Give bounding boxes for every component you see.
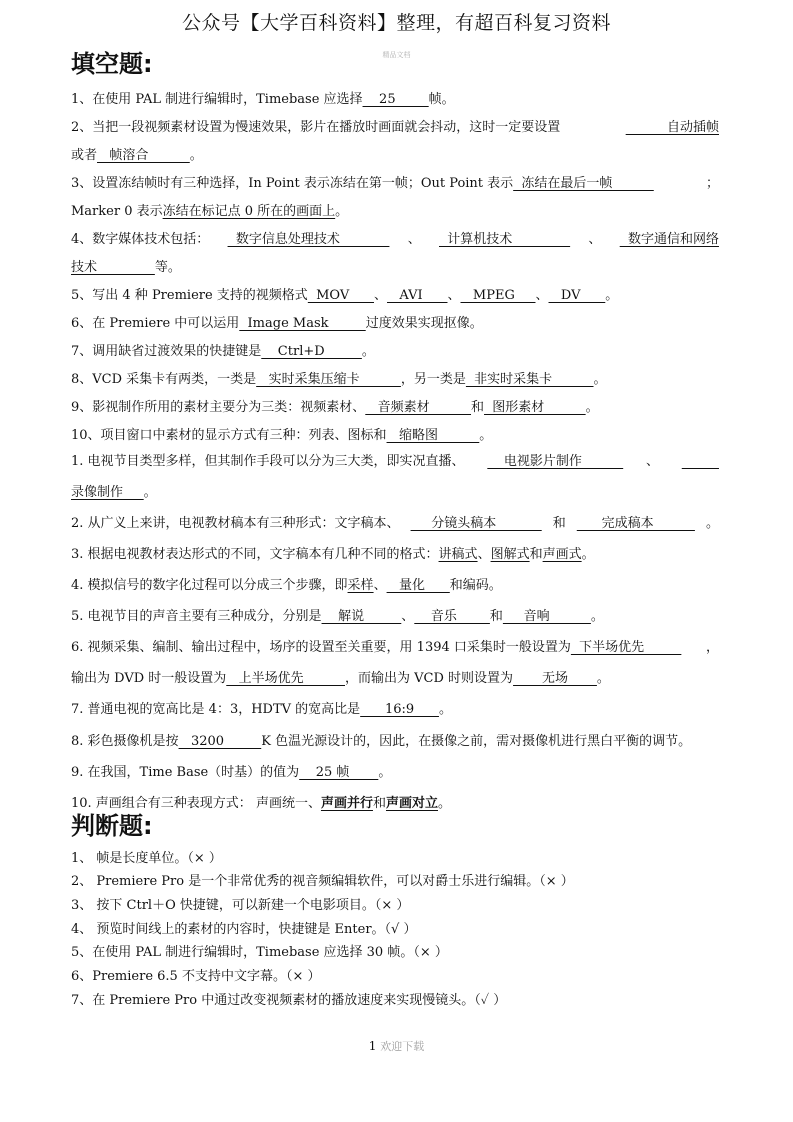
- fill2-question-8: 8. 彩色摄像机是按 3200 K 色温光源设计的，因此，在摄像之前，需对摄像机进行黑白平衡的调节。: [71, 734, 692, 749]
- fill2-question-5: 5. 电视节目的声音主要有三种成分，分别是 解说 、 音乐 和 音响 。: [71, 609, 604, 624]
- footer-note: 欢迎下载: [380, 1040, 425, 1053]
- document-header: 公众号【大学百科资料】整理，有超百科复习资料: [181, 12, 611, 34]
- fill2-question-6-cont: 输出为 DVD 时一般设置为 上半场优先 ，而输出为 VCD 时则设置为 无场 。: [71, 671, 610, 686]
- judge-item-1: 1、 帧是长度单位。（× ）: [71, 851, 222, 866]
- fill2-question-10: 10. 声画组合有三种表现方式： 声画统一、声画并行和声画对立。: [71, 796, 452, 811]
- fill2-question-1: 1. 电视节目类型多样，但其制作手段可以分为三大类，即实况直播、 电视影片制作 、: [71, 454, 659, 469]
- fill-question-4: 4、数字媒体技术包括： 数字信息处理技术 、 计算机技术 、 数字通信和网络: [71, 232, 719, 247]
- fill-question-3-cont: Marker 0 表示冻结在标记点 0 所在的画面上。: [71, 204, 349, 219]
- judge-item-5: 5、在使用 PAL 制进行编辑时，Timebase 应选择 30 帧。（× ）: [71, 945, 448, 960]
- fill-question-9: 9、影视制作所用的素材主要分为三类：视频素材、 音频素材 和 图形素材 。: [71, 400, 599, 415]
- fill-question-1: 1、在使用 PAL 制进行编辑时，Timebase 应选择 25 帧。: [71, 92, 455, 107]
- judge-item-6: 6、Premiere 6.5 不支持中文字幕。（× ）: [71, 969, 321, 984]
- fill-question-7: 7、调用缺省过渡效果的快捷键是 Ctrl+D 。: [71, 344, 375, 359]
- fill-question-4-cont: 技术 等。: [71, 260, 181, 275]
- fill2-question-4: 4. 模拟信号的数字化过程可以分成三个步骤，即采样、 量化 和编码。: [71, 578, 502, 593]
- section-title-true-false: 判断题:: [71, 812, 153, 840]
- fill-question-5: 5、写出 4 种 Premiere 支持的视频格式 MOV 、 AVI 、 MPEG 、 DV 。: [71, 288, 619, 303]
- judge-item-4: 4、 预览时间线上的素材的内容时，快捷键是 Enter。（√ ）: [71, 922, 417, 937]
- page-number: 1: [368, 1039, 377, 1053]
- fill-question-10: 10、项目窗口中素材的显示方式有三种：列表、图标和 缩略图 。: [71, 428, 493, 443]
- watermark: 精品文档: [382, 51, 411, 59]
- judge-item-7: 7、在 Premiere Pro 中通过改变视频素材的播放速度来实现慢镜头。（✓ ）: [71, 993, 507, 1008]
- fill-question-3: 3、设置冻结帧时有三种选择，In Point 表示冻结在第一帧；Out Point 表示 冻结在最后一帧 ；: [71, 176, 719, 191]
- section-title-fill-in: 填空题:: [71, 50, 153, 78]
- fill2-question-6: 6. 视频采集、编制、输出过程中，场序的设置至关重要，用 1394 口采集时一般设置为 下半场优先 ，: [71, 640, 719, 655]
- fill-question-8: 8、VCD 采集卡有两类，一类是 实时采集压缩卡 ，另一类是 非实时采集卡 。: [71, 372, 607, 387]
- fill-question-2-cont: 或者 帧溶合 。: [71, 148, 203, 163]
- judge-item-3: 3、 按下 Ctrl＋O 快捷键，可以新建一个电影项目。（× ）: [71, 898, 410, 913]
- fill2-question-9: 9. 在我国，Time Base（时基）的值为 25 帧 。: [71, 765, 392, 780]
- fill-question-6: 6、在 Premiere 中可以运用 Image Mask 过度效果实现抠像。: [71, 316, 483, 331]
- fill2-question-7: 7. 普通电视的宽高比是 4：3，HDTV 的宽高比是 16:9 。: [71, 702, 452, 717]
- judge-item-2: 2、 Premiere Pro 是一个非常优秀的视音频编辑软件，可以对爵士乐进行编辑。（× ）: [71, 874, 574, 889]
- fill2-question-3: 3. 根据电视教材表达形式的不同，文字稿本有几种不同的格式：讲稿式、图解式和声画式。: [71, 547, 595, 562]
- fill2-question-2: 2. 从广义上来讲，电视教材稿本有三种形式：文字稿本、 分镜头稿本 和 完成稿本 。: [71, 516, 719, 531]
- fill2-question-1-cont: 录像制作 。: [71, 485, 157, 500]
- page-footer: [0, 1038, 793, 1054]
- fill-question-2: 2、当把一段视频素材设置为慢速效果，影片在播放时画面就会抖动，这时一定要设置 自动插帧: [71, 120, 719, 135]
